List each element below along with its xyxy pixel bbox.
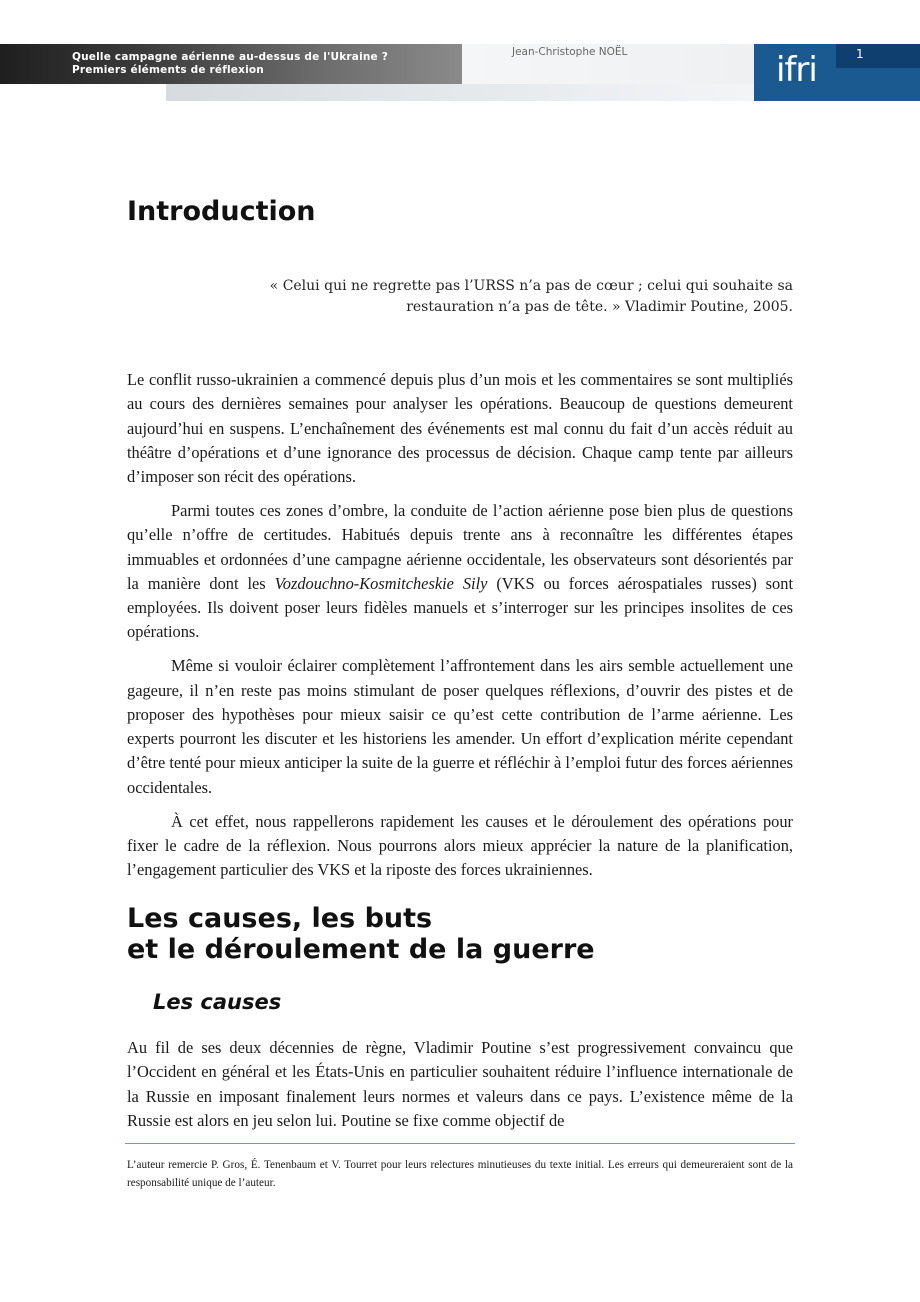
causes-body	[127, 1036, 793, 1143]
vks-name-italic: Vozdouchno-Kosmitcheskie Sily	[274, 573, 488, 593]
footnote-divider	[125, 1143, 795, 1144]
intro-paragraph-1: Le conflit russo-ukrainien a commencé depuis plus d’un mois et les commentaires se sont multipliés au cours des dernières semaines pour analyser les opérations. Beaucoup de questions demeurent aujourd’hui en suspens. L’enchaînement des événements est mal connu du fait d’un accès réduit au théâtre d’opérations et d’une ignorance des processus de décision. Chaque camp tente par ailleurs d’imposer son récit des opérations.	[127, 370, 793, 487]
running-title-line1: Quelle campagne aérienne au-dessus de l'Ukraine ?	[72, 51, 389, 63]
intro-paragraph-3: Même si vouloir éclairer complètement l’affrontement dans les airs semble actuellement une gageure, il n’en reste pas moins stimulant de poser quelques réflexions, d’ouvrir des pistes et de proposer des hypothèses pour mieux saisir ce qu’est cette contribution de l’arme aérienne. Les experts pourront les discuter et les historiens les amender. Un effort d’explication mérite cependant d’être tenté pour mieux anticiper la suite de la guerre et réfléchir à l’emploi futur des forces aériennes occidentales.	[127, 656, 793, 797]
causes-paragraph-1: Au fil de ses deux décennies de règne, Vladimir Poutine s’est progressivement convaincu que l’Occident en général et les États-Unis en particulier souhaitent réduire l’influence internationale de la Russie en imposant finalement leurs normes et valeurs dans ce pays. L’existence même de la Russie est alors en jeu selon lui. Poutine se fixe comme objectif de	[127, 1038, 793, 1130]
p2-text-after: (VKS ou forces aérospatiales russes) sont employées. Ils doivent poser leurs fidèles manuels et s’interroger sur les principes insolites de ces opérations.	[127, 573, 793, 642]
p2-text-before: Parmi toutes ces zones d’ombre, la conduite de l’action aérienne pose bien plus de questions qu’elle n’offre de certitudes. Habitués depuis trente ans à reconnaître les différentes étapes immuables et ordonnées d’une campagne aérienne occidentale, les observateurs sont désorientés par la manière dont les	[127, 500, 793, 593]
running-author: Jean-Christophe NOËL	[512, 46, 628, 58]
running-title	[72, 51, 452, 77]
epigraph-quote: « Celui qui ne regrette pas l’URSS n’a pas de cœur ; celui qui souhaite sa restauration n’a pas de tête. » Vladimir Poutine, 2005.	[269, 278, 793, 315]
section-heading-line1: Les causes, les buts	[127, 903, 433, 934]
page-number-box	[836, 44, 920, 68]
header-underline-band	[166, 84, 754, 101]
intro-paragraph-2	[127, 499, 793, 645]
section-heading-line2: et le déroulement de la guerre	[127, 934, 595, 965]
footnote: L’auteur remercie P. Gros, É. Tenenbaum et V. Tourret pour leurs relectures minutieuses du texte initial. Les erreurs qui demeureraient sont de la responsabilité unique de l’auteur.	[127, 1159, 793, 1189]
subsection-heading: Les causes	[153, 990, 282, 1014]
page-number: 1	[856, 47, 864, 61]
section-heading	[127, 903, 595, 965]
running-title-line2: Premiers éléments de réflexion	[72, 64, 264, 76]
logo-text: ifri	[776, 50, 817, 90]
intro-paragraph-4: À cet effet, nous rappellerons rapidement les causes et le déroulement des opérations pour fixer le cadre de la réflexion. Nous pourrons alors mieux apprécier la nature de la planification, l’engagement particulier des VKS et la riposte des forces ukrainiennes.	[127, 811, 793, 880]
intro-heading: Introduction	[127, 196, 316, 227]
intro-body	[127, 368, 793, 892]
